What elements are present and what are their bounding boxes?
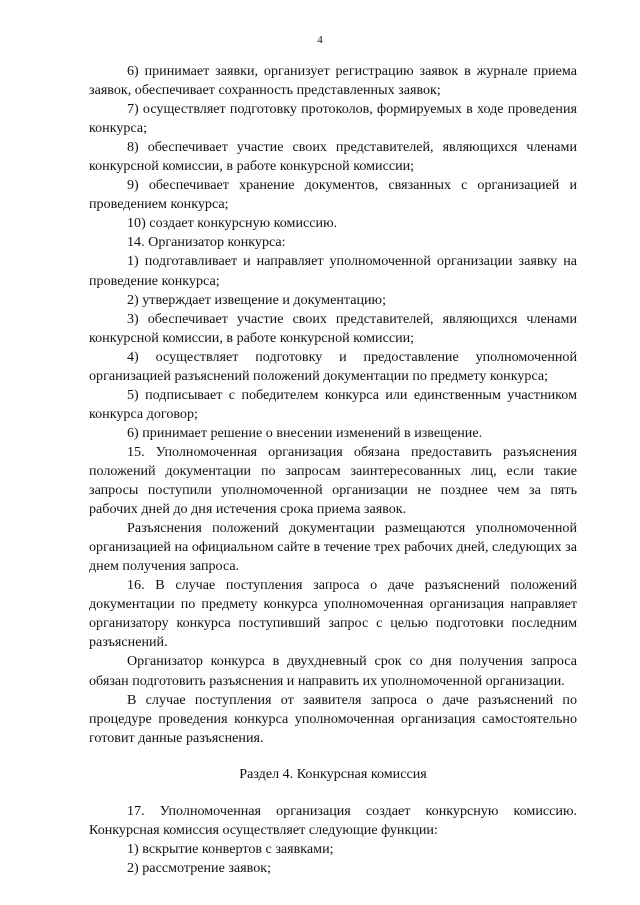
page-number: 4 (317, 34, 323, 46)
paragraph: 4) осуществляет подготовку и предоставление уполномоченной организацией разъяснений положений документации по предмету конкурса; (89, 348, 577, 384)
paragraph: Разъяснения положений документации размещаются уполномоченной организацией на официальном сайте в течение трех рабочих дней, следующих за днем получения запроса. (89, 520, 577, 575)
paragraph: 17. Уполномоченная организация создает конкурсную комиссию. Конкурсная комиссия осуществляет следующие функции: (89, 802, 577, 838)
paragraph: 1) подготавливает и направляет уполномоченной организации заявку на проведение конкурса; (89, 253, 577, 289)
paragraph: 5) подписывает с победителем конкурса или единственным участником конкурса договор; (89, 386, 577, 422)
paragraph: 10) создает конкурсную комиссию. (127, 215, 338, 232)
paragraph: 7) осуществляет подготовку протоколов, формируемых в ходе проведения конкурса; (89, 101, 577, 137)
document-body (89, 62, 577, 878)
paragraph: 15. Уполномоченная организация обязана предоставить разъяснения положений документации по запросам заинтересованных лиц, если такие запросы поступили уполномоченной организации не позднее чем за пять рабочих дней до дня истечения срока приема заявок. (89, 443, 577, 518)
paragraph: 2) утверждает извещение и документацию; (127, 291, 386, 308)
section-heading: Раздел 4. Конкурсная комиссия (239, 765, 427, 782)
paragraph: 1) вскрытие конвертов с заявками; (127, 840, 334, 857)
paragraph: В случае поступления от заявителя запроса о даче разъяснений по процедуре проведения конкурса уполномоченная организация самостоятельно готовит данные разъяснения. (89, 691, 577, 746)
paragraph: 3) обеспечивает участие своих представителей, являющихся членами конкурсной комиссии, в работе конкурсной комиссии; (89, 310, 577, 346)
paragraph: Организатор конкурса в двухдневный срок со дня получения запроса обязан подготовить разъяснения и направить их уполномоченной организации. (89, 653, 577, 689)
paragraph: 14. Организатор конкурса: (127, 234, 286, 251)
paragraph: 2) рассмотрение заявок; (127, 859, 272, 876)
paragraph: 6) принимает заявки, организует регистрацию заявок в журнале приема заявок, обеспечивает сохранность представленных заявок; (89, 63, 577, 99)
paragraph: 16. В случае поступления запроса о даче разъяснений положений документации по предмету конкурса уполномоченная организация направляет организатору конкурса поступивший запрос с целью подготовки последним разъяснений. (89, 577, 577, 651)
paragraph: 6) принимает решение о внесении изменений в извещение. (127, 424, 483, 441)
paragraph: 8) обеспечивает участие своих представителей, являющихся членами конкурсной комиссии, в работе конкурсной комиссии; (89, 139, 577, 175)
paragraph: 9) обеспечивает хранение документов, связанных с организацией и проведением конкурса; (89, 177, 577, 213)
